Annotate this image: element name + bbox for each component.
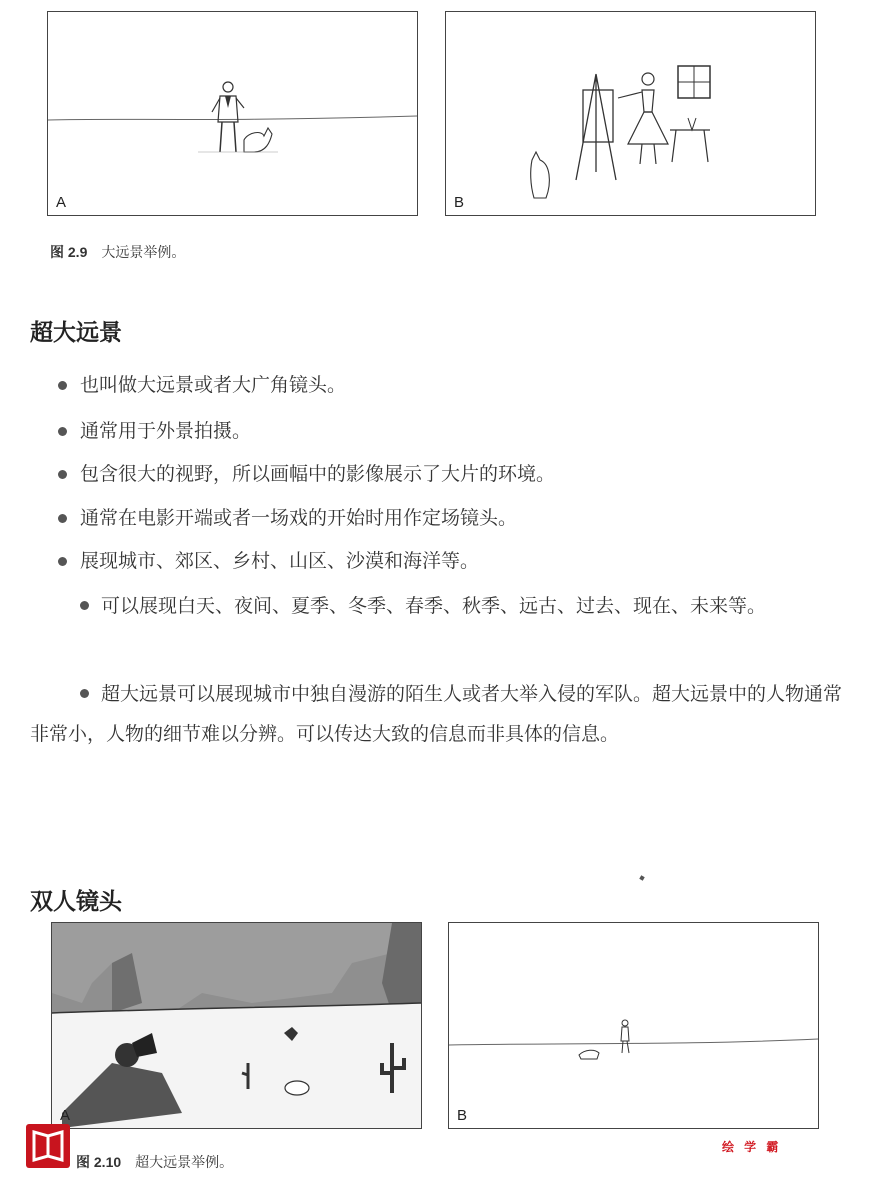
bullet-dot bbox=[80, 601, 89, 610]
bullet-item: 通常在电影开端或者一场戏的开始时用作定场镜头。 bbox=[80, 495, 517, 541]
figure-number: 图 2.9 bbox=[50, 244, 88, 260]
bullet-paragraph-text: 可以展现白天、夜间、夏季、冬季、春季、秋季、远古、过去、现在、未来等。 bbox=[101, 595, 767, 617]
bullet-item: 包含很大的视野，所以画幅中的影像展示了大片的环境。 bbox=[80, 451, 555, 497]
bullet-dot bbox=[80, 689, 89, 698]
scan-speck bbox=[639, 875, 644, 880]
bullet-paragraph bbox=[30, 674, 845, 754]
bullet-item: 通常用于外景拍摄。 bbox=[80, 408, 251, 454]
bullet-item: 展现城市、郊区、乡村、山区、沙漠和海洋等。 bbox=[80, 538, 479, 584]
figure-number: 图 2.10 bbox=[76, 1154, 122, 1170]
figure-2-9-panel-b bbox=[445, 11, 816, 216]
figure-2-9-caption bbox=[50, 242, 185, 262]
panel-letter: A bbox=[56, 194, 67, 211]
bullet-paragraph-text: 超大远景可以展现城市中独自漫游的陌生人或者大举入侵的军队。超大远景中的人物通常非常小，人物的细节难以分辨。可以传达大致的信息而非具体的信息。 bbox=[30, 683, 843, 745]
brand-logo bbox=[26, 1124, 70, 1168]
panel-letter: A bbox=[60, 1107, 71, 1124]
book-logo-icon bbox=[26, 1124, 70, 1168]
desert-landscape-illustration bbox=[52, 923, 421, 1128]
figure-2-10-caption bbox=[76, 1152, 233, 1172]
watermark-text: 绘 学 霸 bbox=[722, 1140, 782, 1154]
panel-letter: B bbox=[457, 1107, 468, 1124]
figure-2-10-panel-b bbox=[448, 922, 819, 1129]
painter-woman-easel-illustration bbox=[446, 12, 815, 215]
figure-2-10-panel-a bbox=[51, 922, 422, 1129]
figure-2-9-panel-a bbox=[47, 11, 418, 216]
distant-man-and-dog-illustration bbox=[449, 923, 818, 1128]
section-heading-extreme-long-shot: 超大远景 bbox=[30, 319, 122, 346]
figure-caption-text: 大远景举例。 bbox=[101, 245, 186, 261]
section-heading-two-shot: 双人镜头 bbox=[30, 888, 122, 915]
figure-caption-text: 超大远景举例。 bbox=[135, 1155, 234, 1171]
bullet-item: 也叫做大远景或者大广角镜头。 bbox=[80, 362, 346, 408]
panel-letter: B bbox=[454, 194, 465, 211]
man-and-dog-illustration bbox=[48, 12, 417, 215]
bullet-paragraph bbox=[30, 586, 845, 626]
